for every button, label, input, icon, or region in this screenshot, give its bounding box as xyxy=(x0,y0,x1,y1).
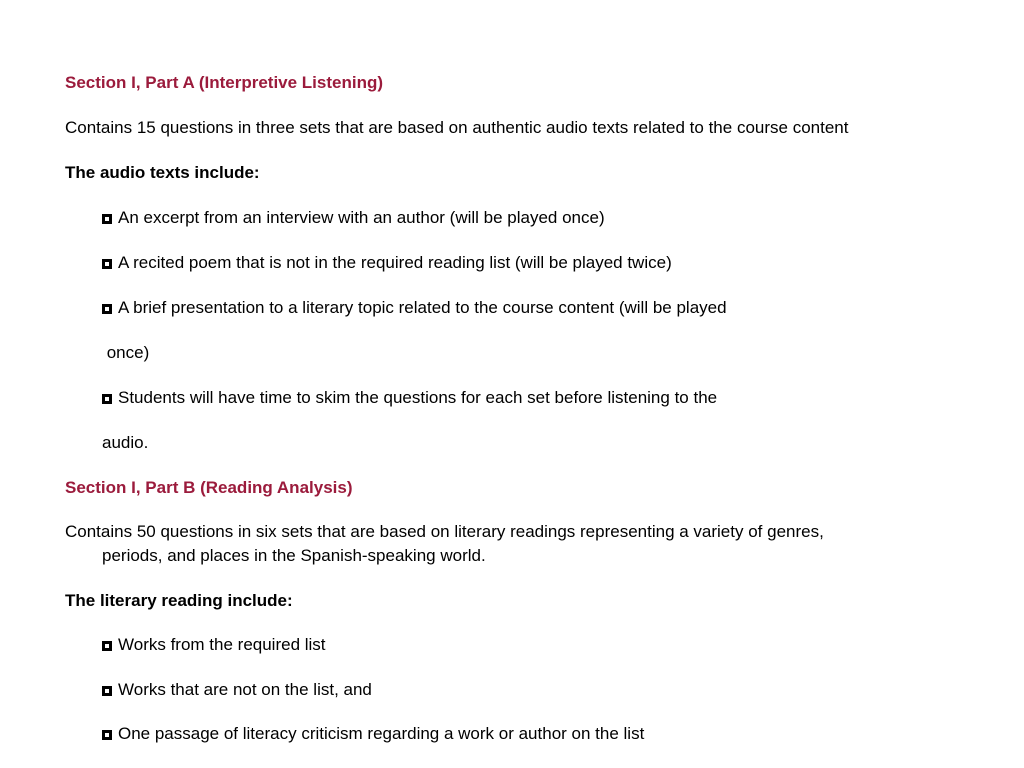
square-bullet-icon xyxy=(102,304,112,314)
bullet-text: An excerpt from an interview with an author (will be played once) xyxy=(118,208,605,227)
square-bullet-icon xyxy=(102,259,112,269)
section-a-subheading: The audio texts include: xyxy=(65,163,260,182)
square-bullet-icon xyxy=(102,394,112,404)
square-bullet-icon xyxy=(102,686,112,696)
bullet-text: One passage of literacy criticism regarding a work or author on the list xyxy=(118,724,645,743)
section-a-bullet-3-continuation: once) xyxy=(102,343,150,362)
bullet-text: A brief presentation to a literary topic related to the course content (will be played xyxy=(118,298,727,317)
section-b-description-line-2: periods, and places in the Spanish-speaking world. xyxy=(102,546,486,565)
section-b-heading: Section I, Part B (Reading Analysis) xyxy=(65,478,353,497)
square-bullet-icon xyxy=(102,730,112,740)
square-bullet-icon xyxy=(102,214,112,224)
section-b-bullet-3 xyxy=(102,722,644,746)
section-a-bullet-1 xyxy=(102,206,605,230)
section-a-bullet-3 xyxy=(102,296,727,320)
section-a-heading: Section I, Part A (Interpretive Listening) xyxy=(65,73,384,92)
bullet-text: Students will have time to skim the questions for each set before listening to the xyxy=(118,388,718,407)
section-b-description-line-1: Contains 50 questions in six sets that are based on literary readings representing a variety of genres, xyxy=(65,522,824,541)
bullet-text: Works from the required list xyxy=(118,635,326,654)
bullet-text: Works that are not on the list, and xyxy=(118,680,372,699)
section-a-bullet-4 xyxy=(102,386,717,410)
section-b-bullet-1 xyxy=(102,633,326,657)
section-a-bullet-2 xyxy=(102,251,672,275)
section-b-bullet-2 xyxy=(102,678,372,702)
bullet-text: A recited poem that is not in the required reading list (will be played twice) xyxy=(118,253,672,272)
section-a-bullet-4-continuation: audio. xyxy=(102,433,149,452)
section-a-description: Contains 15 questions in three sets that are based on authentic audio texts related to the course content xyxy=(65,118,849,137)
square-bullet-icon xyxy=(102,641,112,651)
section-b-subheading: The literary reading include: xyxy=(65,591,293,610)
